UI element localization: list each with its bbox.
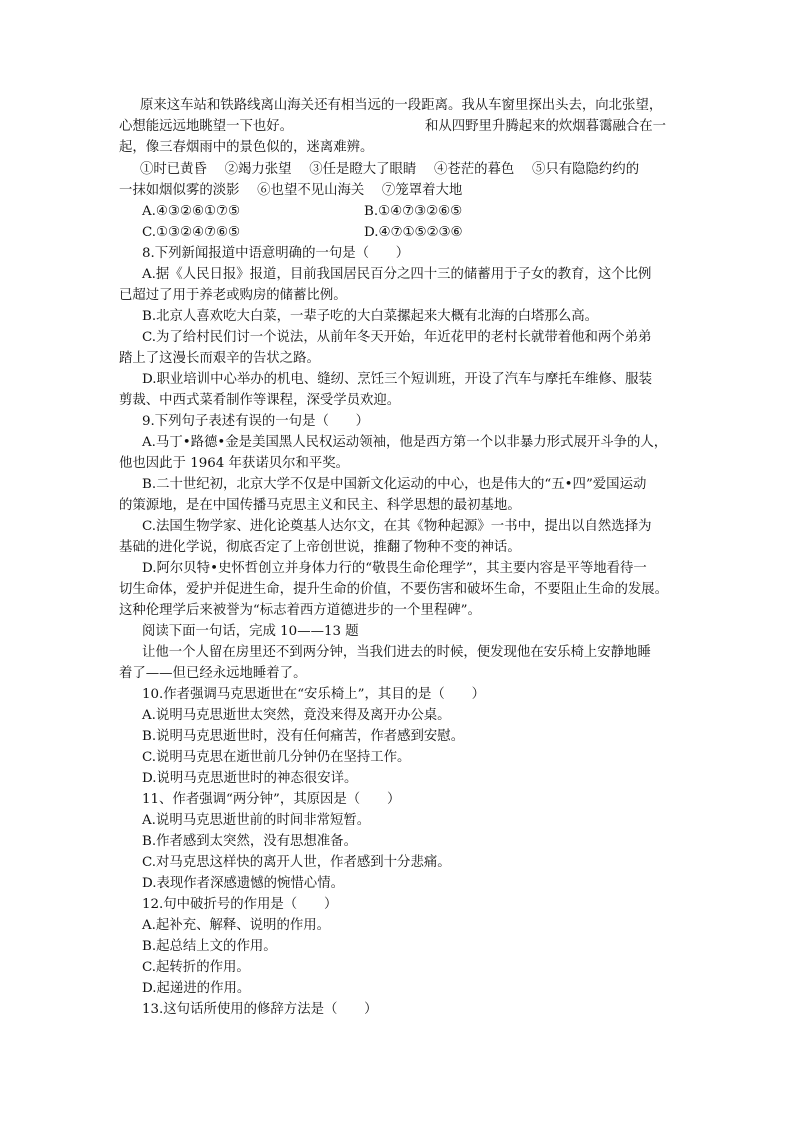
question-12-option-d: D.起递进的作用。 bbox=[142, 981, 251, 996]
option-c: C.①③②④⑦⑥⑤ bbox=[142, 225, 241, 240]
passage-text-after-blank: 和从四野里升腾起来的炊烟暮霭融合在一 bbox=[425, 119, 667, 134]
question-9-option-a: A.马丁•路德•金是美国黑人民权运动领袖，他是西方第一个以非暴力形式展开斗争的人， bbox=[142, 435, 668, 450]
question-9-option-d: D.阿尔贝特•史怀哲创立并身体力行的“敬畏生命伦理学”，其主要内容是平等地看待一 bbox=[142, 561, 647, 576]
passage-line: 起，像三春烟雨中的景色似的，迷离难辨。 bbox=[119, 140, 374, 155]
question-9-option-b-cont: 的策源地，是在中国传播马克思主义和民主、科学思想的最初基地。 bbox=[119, 498, 521, 513]
question-8-option-d: D.职业培训中心举办的机电、缝纫、烹饪三个短训班，开设了汽车与摩托车维修、服装 bbox=[142, 372, 652, 387]
question-8-option-a-cont: 已超过了用于养老或购房的储蓄比例。 bbox=[119, 288, 347, 303]
question-11-option-b: B.作者感到太突然，没有思想准备。 bbox=[142, 834, 357, 849]
question-11-option-c: C.对马克思这样快的离开人世，作者感到十分悲痛。 bbox=[142, 855, 451, 870]
question-8-option-d-cont: 剪裁、中西式菜肴制作等课程，深受学员欢迎。 bbox=[119, 393, 401, 408]
question-9-option-d-cont: 切生命体，爱护并促进生命，提升生命的价值，不要伤害和破坏生命，不要阻止生命的发展。 bbox=[119, 582, 669, 597]
phrase-list-line: 一抹如烟似雾的淡影 ⑥也望不见山海关 ⑦笼罩着大地 bbox=[119, 183, 463, 198]
question-10-option-c: C.说明马克思在逝世前几分钟仍在坚持工作。 bbox=[142, 750, 411, 765]
reading-text: 让他一个人留在房里还不到两分钟，当我们进去的时候，便发现他在安乐椅上安静地睡 bbox=[142, 645, 651, 660]
question-11-stem: 11、作者强调“两分钟”，其原因是（ ） bbox=[142, 792, 401, 807]
passage-text-before-blank: 心想能远远地眺望一下也好。 bbox=[119, 119, 294, 134]
question-9-stem: 9.下列句子表述有误的一句是（ ） bbox=[142, 414, 370, 429]
reading-instruction: 阅读下面一句话，完成 10——13 题 bbox=[142, 624, 359, 639]
question-11-option-a: A.说明马克思逝世前的时间非常短暂。 bbox=[142, 813, 371, 828]
question-9-option-c: C.法国生物学家、进化论奠基人达尔文，在其《物种起源》一书中，提出以自然选择为 bbox=[142, 519, 652, 534]
question-8-option-c: C.为了给村民们讨一个说法，从前年冬天开始，年近花甲的老村长就带着他和两个弟弟 bbox=[142, 330, 652, 345]
option-a: A.④③②⑥①⑦⑤ bbox=[142, 204, 240, 219]
question-9-option-a-cont: 他也因此于 1964 年获诺贝尔和平奖。 bbox=[119, 456, 350, 471]
option-b: B.①④⑦③②⑥⑤ bbox=[364, 204, 463, 219]
question-10-option-b: B.说明马克思逝世时，没有任何痛苦，作者感到安慰。 bbox=[142, 729, 465, 744]
question-12-stem: 12.句中破折号的作用是（ ） bbox=[142, 897, 338, 912]
question-11-option-d: D.表现作者深感遗憾的惋惜心情。 bbox=[142, 876, 344, 891]
reading-text-cont: 着了——但已经永远地睡着了。 bbox=[119, 666, 307, 681]
question-12-option-a: A.起补充、解释、说明的作用。 bbox=[142, 918, 331, 933]
option-d: D.④⑦①⑤②③⑥ bbox=[364, 225, 463, 240]
passage-line: 原来这车站和铁路线离山海关还有相当远的一段距离。我从车窗里探出头去，向北张望， bbox=[140, 98, 663, 113]
question-8-option-b: B.北京人喜欢吃大白菜，一辈子吃的大白菜摞起来大概有北海的白塔那么高。 bbox=[142, 309, 598, 324]
phrase-list-line: ①时已黄昏 ②竭力张望 ③任是瞪大了眼睛 ④苍茫的暮色 ⑤只有隐隐约约的 bbox=[140, 162, 640, 177]
question-13-stem: 13.这句话所使用的修辞方法是（ ） bbox=[142, 1002, 378, 1017]
question-10-option-d: D.说明马克思逝世时的神态很安详。 bbox=[142, 771, 358, 786]
question-10-stem: 10.作者强调马克思逝世在“安乐椅上”，其目的是（ ） bbox=[142, 687, 485, 702]
question-8-option-c-cont: 踏上了这漫长而艰辛的告状之路。 bbox=[119, 351, 320, 366]
question-10-option-a: A.说明马克思逝世太突然，竟没来得及离开办公桌。 bbox=[142, 708, 451, 723]
question-8-option-a: A.据《人民日报》报道，目前我国居民百分之四十三的储蓄用于子女的教育，这个比例 bbox=[142, 267, 652, 282]
question-8-stem: 8.下列新闻报道中语意明确的一句是（ ） bbox=[142, 246, 410, 261]
question-9-option-d-cont: 这种伦理学后来被誉为“标志着西方道德进步的一个里程碑”。 bbox=[119, 603, 481, 618]
option-row bbox=[142, 202, 712, 222]
option-row bbox=[142, 223, 712, 243]
question-9-option-b: B.二十世纪初，北京大学不仅是中国新文化运动的中心，也是伟大的“五•四”爱国运动 bbox=[142, 477, 647, 492]
question-12-option-c: C.起转折的作用。 bbox=[142, 960, 250, 975]
question-12-option-b: B.起总结上文的作用。 bbox=[142, 939, 277, 954]
passage-line-with-blank bbox=[119, 117, 689, 137]
question-9-option-c-cont: 基础的进化学说，彻底否定了上帝创世说，推翻了物种不变的神话。 bbox=[119, 540, 521, 555]
